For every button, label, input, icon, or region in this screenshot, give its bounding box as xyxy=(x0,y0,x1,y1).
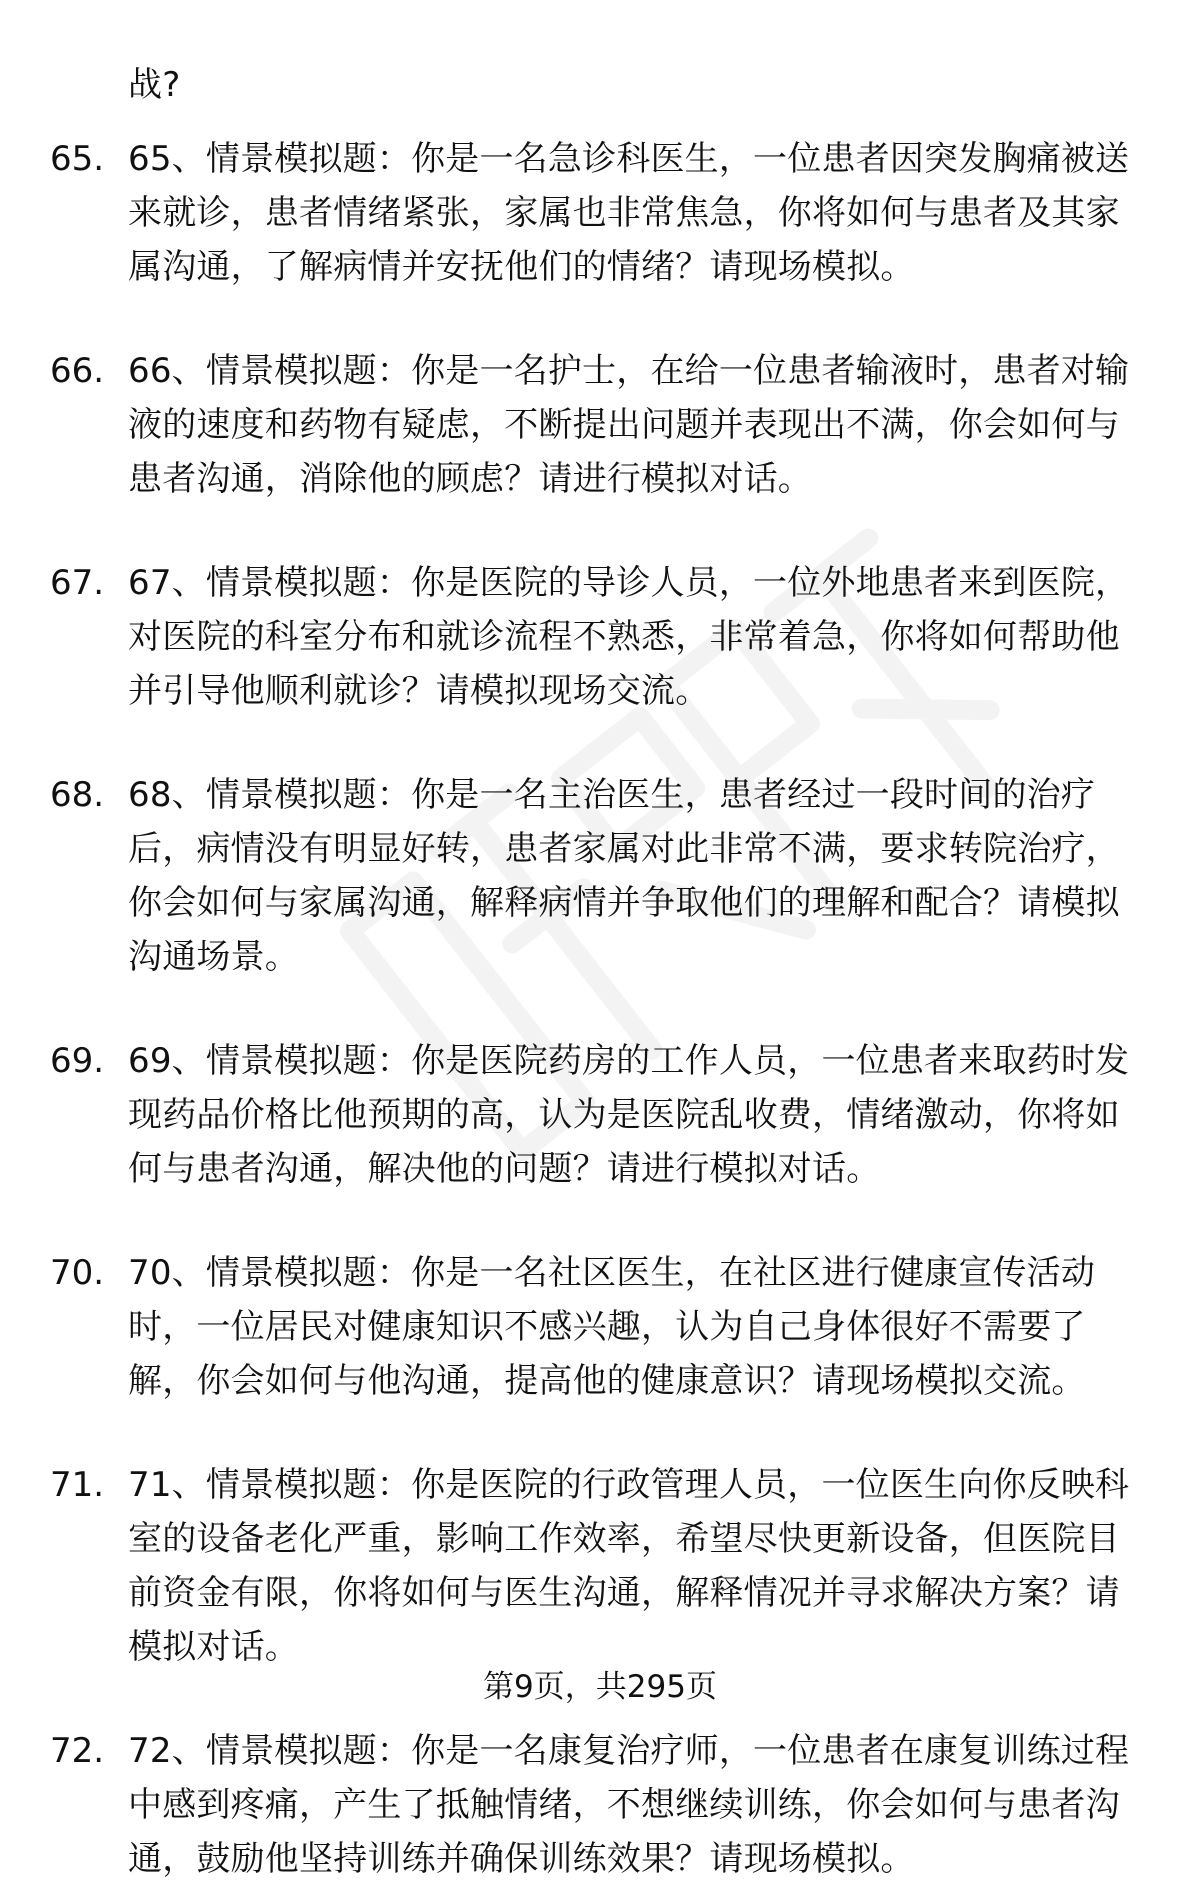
question-number: 67. xyxy=(50,563,105,603)
question-number: 65. xyxy=(50,139,105,179)
question-item xyxy=(0,1724,1200,1886)
question-item xyxy=(0,344,1200,506)
question-number: 72. xyxy=(50,1731,105,1771)
question-number: 68. xyxy=(50,775,105,815)
question-number: 69. xyxy=(50,1041,105,1081)
question-item xyxy=(0,768,1200,984)
question-text: 71、情景模拟题：你是医院的行政管理人员，一位医生向你反映科室的设备老化严重，影响工作效率，希望尽快更新设备，但医院目前资金有限，你将如何与医生沟通，解释情况并寻求解决方案？请模拟对话。 xyxy=(128,1465,1130,1667)
question-item xyxy=(0,556,1200,718)
question-text: 70、情景模拟题：你是一名社区医生，在社区进行健康宣传活动时，一位居民对健康知识不感兴趣，认为自己身体很好不需要了解，你会如何与他沟通，提高他的健康意识？请现场模拟交流。 xyxy=(128,1253,1096,1401)
question-number: 70. xyxy=(50,1253,105,1293)
question-item xyxy=(0,1458,1200,1674)
question-number: 71. xyxy=(50,1465,105,1505)
question-text: 72、情景模拟题：你是一名康复治疗师，一位患者在康复训练过程中感到疼痛，产生了抵触情绪，不想继续训练，你会如何与患者沟通，鼓励他坚持训练并确保训练效果？请现场模拟。 xyxy=(128,1731,1130,1879)
question-text: 68、情景模拟题：你是一名主治医生，患者经过一段时间的治疗后，病情没有明显好转，患者家属对此非常不满，要求转院治疗，你会如何与家属沟通，解释病情并争取他们的理解和配合？请模拟沟通场景。 xyxy=(128,775,1120,977)
continued-question-text: 战? xyxy=(128,65,181,105)
question-item xyxy=(0,1246,1200,1408)
question-text: 66、情景模拟题：你是一名护士，在给一位患者输液时，患者对输液的速度和药物有疑虑，不断提出问题并表现出不满，你会如何与患者沟通，消除他的顾虑？请进行模拟对话。 xyxy=(128,351,1130,499)
question-text: 67、情景模拟题：你是医院的导诊人员，一位外地患者来到医院，对医院的科室分布和就诊流程不熟悉，非常着急，你将如何帮助他并引导他顺利就诊？请模拟现场交流。 xyxy=(128,563,1130,711)
question-text: 65、情景模拟题：你是一名急诊科医生，一位患者因突发胸痛被送来就诊，患者情绪紧张，家属也非常焦急，你将如何与患者及其家属沟通，了解病情并安抚他们的情绪？请现场模拟。 xyxy=(128,139,1130,287)
question-number: 66. xyxy=(50,351,105,391)
question-item xyxy=(0,132,1200,294)
question-item xyxy=(0,1034,1200,1196)
question-list xyxy=(0,132,1200,1886)
question-text: 69、情景模拟题：你是医院药房的工作人员，一位患者来取药时发现药品价格比他预期的高，认为是医院乱收费，情绪激动，你将如何与患者沟通，解决他的问题？请进行模拟对话。 xyxy=(128,1041,1130,1189)
page-footer: 第9页，共295页 xyxy=(483,1669,717,1705)
